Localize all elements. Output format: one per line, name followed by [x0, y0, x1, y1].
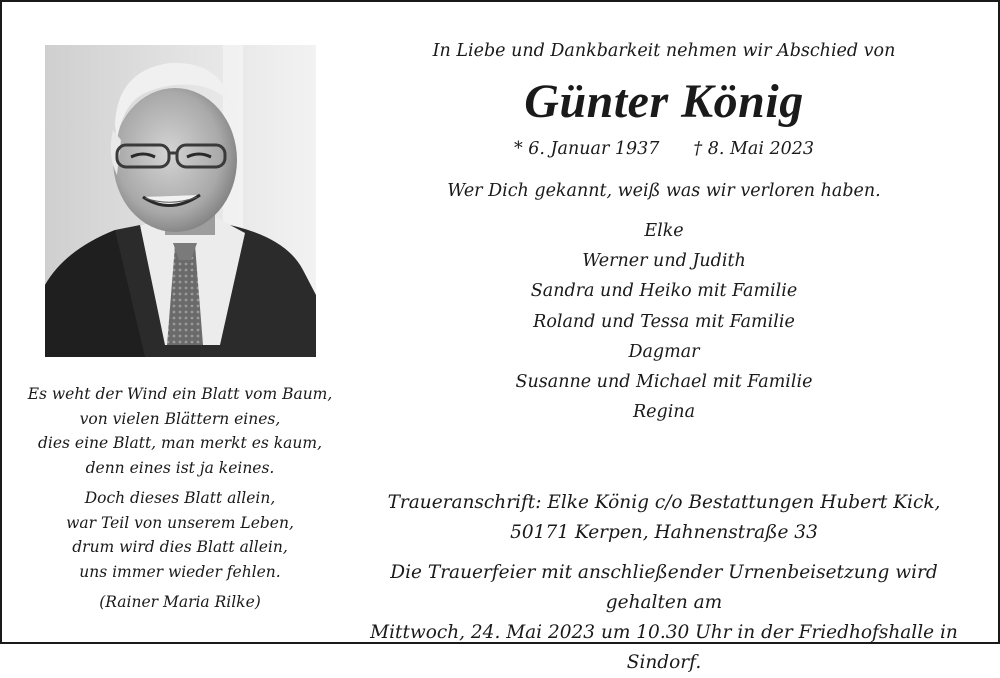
- mourning-address: [352, 488, 976, 548]
- memorial-quote: Wer Dich gekannt, weiß was wir verloren haben.: [447, 181, 881, 201]
- mourner-item: Roland und Tessa mit Familie: [533, 311, 795, 332]
- poem-line: drum wird dies Blatt allein,: [72, 538, 288, 556]
- intro-line: In Liebe und Dankbarkeit nehmen wir Abschied von: [432, 41, 896, 61]
- mourner-item: Regina: [632, 402, 696, 423]
- poem-stanza-1: [22, 382, 338, 480]
- address-line: 50171 Kerpen, Hahnenstraße 33: [510, 522, 818, 543]
- poem: [22, 382, 338, 615]
- mourner-item: Susanne und Michael mit Familie: [515, 372, 813, 393]
- poem-stanza-2: [22, 486, 338, 584]
- death-date: † 8. Mai 2023: [693, 139, 815, 159]
- mourner-item: Sandra und Heiko mit Familie: [530, 281, 798, 302]
- mourner-item: Werner und Judith: [582, 251, 746, 272]
- ceremony-line: Mittwoch, 24. Mai 2023 um 10.30 Uhr in der Friedhofshalle in Sindorf.: [370, 622, 958, 673]
- mourner-item: Dagmar: [628, 341, 700, 362]
- poem-author: (Rainer Maria Rilke): [99, 593, 261, 611]
- portrait-image: [45, 45, 316, 357]
- life-dates: [352, 136, 976, 162]
- mourners-list: [352, 216, 976, 427]
- poem-line: uns immer wieder fehlen.: [79, 562, 281, 581]
- poem-line: war Teil von unserem Leben,: [66, 513, 294, 532]
- poem-line: dies eine Blatt, man merkt es kaum,: [37, 434, 323, 452]
- address-line: Traueranschrift: Elke König c/o Bestattungen Hubert Kick,: [387, 492, 941, 513]
- birth-date: * 6. Januar 1937: [513, 139, 660, 159]
- ceremony-line: Die Trauerfeier mit anschließender Urnenbeisetzung wird gehalten am: [390, 562, 938, 613]
- announcement: [352, 38, 976, 427]
- poem-line: denn eines ist ja keines.: [85, 458, 275, 477]
- ceremony-info: [352, 558, 976, 678]
- portrait-photo: [45, 45, 316, 357]
- poem-line: Doch dieses Blatt allein,: [84, 489, 276, 507]
- mourner-item: Elke: [644, 221, 684, 241]
- poem-line: Es weht der Wind ein Blatt vom Baum,: [27, 385, 333, 403]
- deceased-name: Günter König: [524, 75, 804, 128]
- poem-line: von vielen Blättern eines,: [79, 409, 281, 428]
